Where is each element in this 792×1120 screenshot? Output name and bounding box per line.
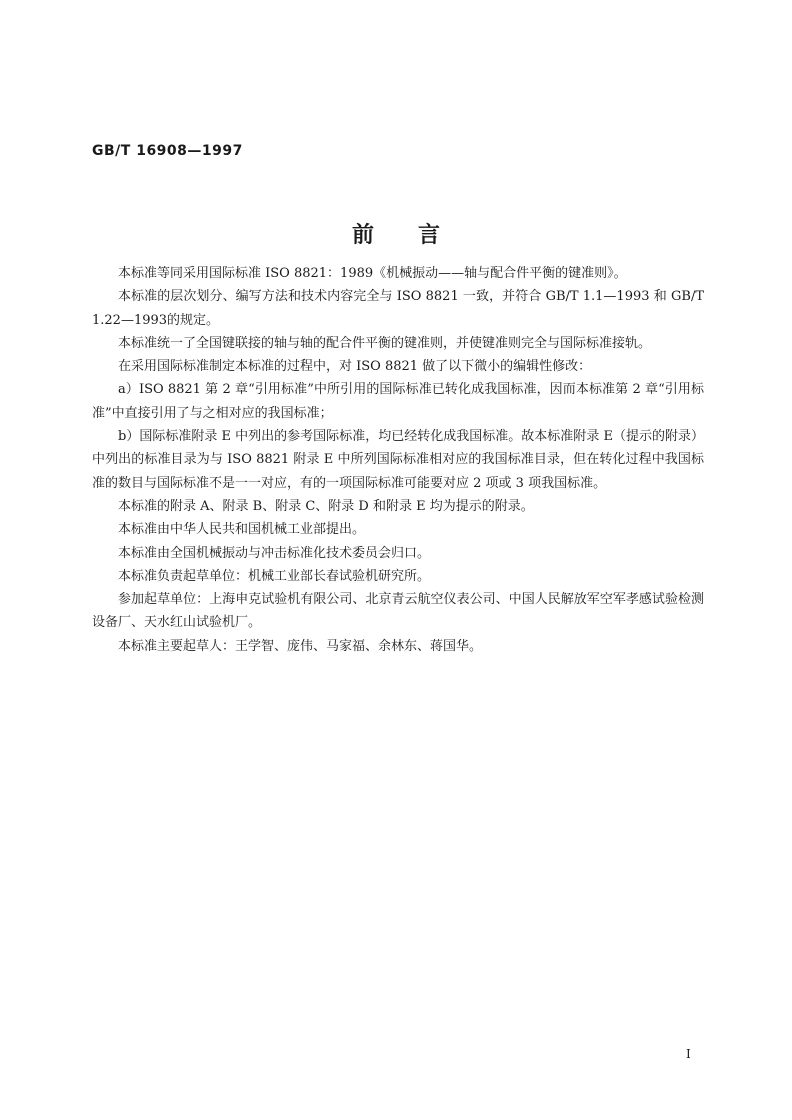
- paragraph-modification-a: a）ISO 8821 第 2 章“引用标准”中所引用的国际标准已转化成我国标准，因而本标准第 2 章“引用标准”中直接引用了与之相对应的我国标准；: [92, 382, 704, 421]
- paragraph-proposed-by: 本标准由中华人民共和国机械工业部提出。: [118, 522, 366, 538]
- paragraph-structure: 本标准的层次划分、编写方法和技术内容完全与 ISO 8821 一致，并符合 GB/T 1.1—1993 和 GB/T 1.22—1993的规定。: [92, 289, 704, 328]
- title-char-2: 言: [418, 223, 441, 248]
- paragraph-unification: 本标准统一了全国键联接的轴与轴的配合件平衡的键准则，并使键准则完全与国际标准接轨。: [118, 335, 652, 351]
- paragraph-participating-units: 参加起草单位：上海申克试验机有限公司、北京青云航空仪表公司、中国人民解放军空军孝感试验检测设备厂、天水红山试验机厂。: [92, 592, 704, 631]
- paragraph-adoption: 本标准等同采用国际标准 ISO 8821：1989《机械振动——轴与配合件平衡的键准则》。: [118, 266, 627, 281]
- paragraph-responsible-committee: 本标准由全国机械振动与冲击标准化技术委员会归口。: [118, 545, 431, 561]
- standard-code: GB/T 16908—1997: [92, 143, 243, 159]
- paragraph-annexes: 本标准的附录 A、附录 B、附录 C、附录 D 和附录 E 均为提示的附录。: [118, 498, 534, 514]
- paragraph-drafters: 本标准主要起草人：王学智、庞伟、马家福、余林东、蒋国华。: [118, 638, 483, 654]
- title-char-1: 前: [351, 223, 374, 248]
- page-number: I: [686, 1047, 691, 1061]
- foreword-body: [92, 262, 704, 658]
- paragraph-modification-b: b）国际标准附录 E 中列出的参考国际标准，均已经转化成我国标准。故本标准附录 E（提示的附录）中列出的标准目录为与 ISO 8821 附录 E 中所列国际标准相对应的我国标准目录，但在转化过程中我国标准的数目与国际标准不是一一对应，有的一项国际标准可能要对应 2 项或 3 项我国标准。: [92, 429, 704, 491]
- page-title: [0, 218, 792, 249]
- paragraph-modifications-intro: 在采用国际标准制定本标准的过程中，对 ISO 8821 做了以下微小的编辑性修改：: [118, 359, 592, 375]
- paragraph-drafting-unit: 本标准负责起草单位：机械工业部长春试验机研究所。: [118, 568, 431, 584]
